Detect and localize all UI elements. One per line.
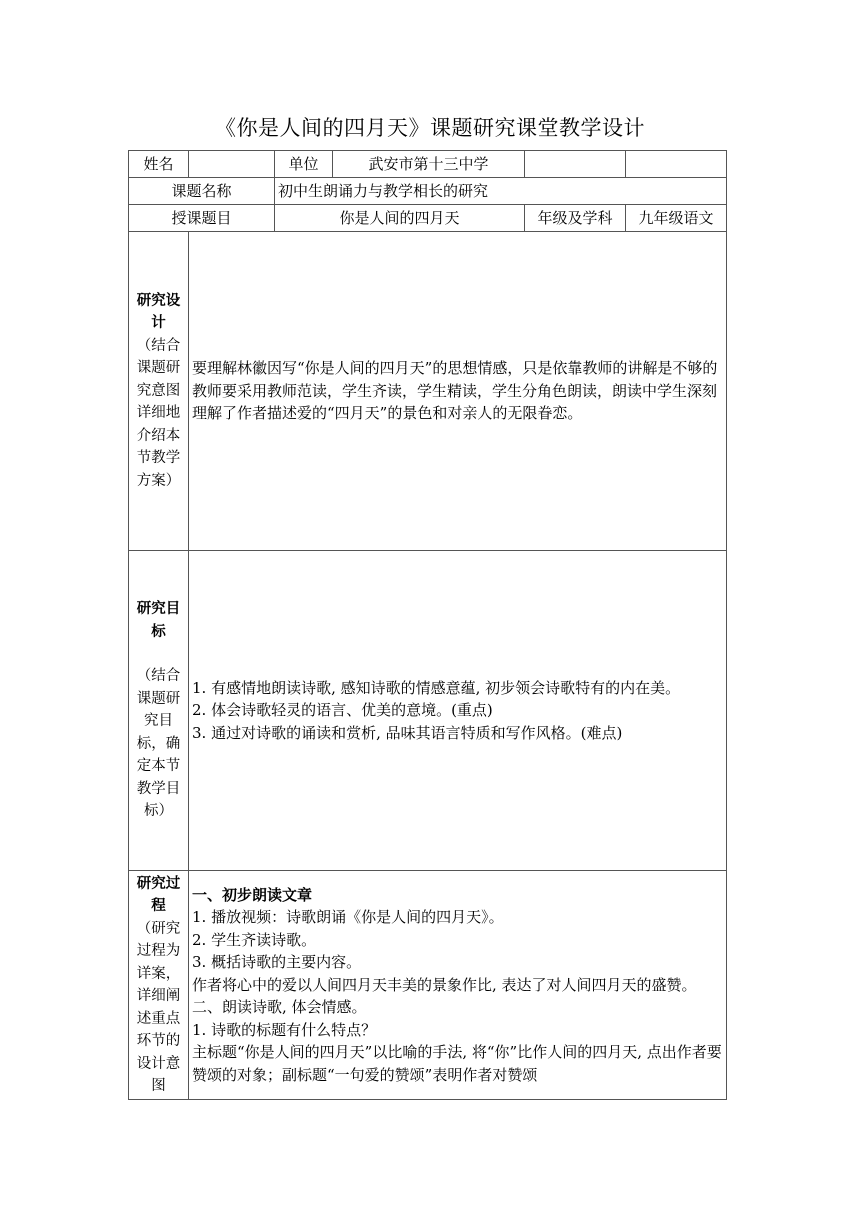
row-name-unit — [129, 151, 727, 178]
blank-cell-2 — [626, 151, 727, 178]
process-content — [189, 871, 727, 1100]
design-label-title: 研究设计 — [136, 291, 181, 332]
goals-content — [189, 551, 727, 871]
process-line: 1. 播放视频：诗歌朗诵《你是人间的四月天》。 — [192, 908, 504, 927]
process-label-note: （研究过程为详案，详细阐述重点环节的设计意图 — [136, 920, 181, 1094]
goals-label — [129, 551, 189, 871]
process-line: 3. 概括诗歌的主要内容。 — [192, 953, 362, 972]
blank-cell-1 — [525, 151, 626, 178]
process-label — [129, 871, 189, 1100]
row-topic — [129, 178, 727, 205]
row-lesson — [129, 205, 727, 232]
name-value — [189, 151, 275, 178]
document-title: 《你是人间的四月天》课题研究课堂教学设计 — [215, 116, 645, 140]
goal-item: 3. 通过对诗歌的诵读和赏析, 品味其语言特质和写作风格。(难点) — [192, 723, 623, 742]
process-line: 主标题“你是人间的四月天”以比喻的手法, 将“你”比作人间的四月天, 点出作者要赞颂的对象；副标题“一句爱的赞颂”表明作者对赞颂 — [192, 1043, 722, 1084]
topic-label: 课题名称 — [129, 178, 275, 205]
topic-value: 初中生朗诵力与教学相长的研究 — [275, 178, 727, 205]
process-line: 1. 诗歌的标题有什么特点？ — [192, 1020, 377, 1039]
row-goals — [129, 551, 727, 871]
process-label-title: 研究过程 — [136, 874, 181, 914]
design-label — [129, 232, 189, 551]
process-line: 二、朗读诗歌, 体会情感。 — [192, 998, 367, 1017]
unit-label: 单位 — [275, 151, 333, 178]
goals-label-title: 研究目标 — [136, 600, 181, 640]
process-line: 作者将心中的爱以人间四月天丰美的景象作比, 表达了对人间四月天的盛赞。 — [192, 975, 697, 994]
process-heading: 一、初步朗读文章 — [192, 885, 313, 904]
goal-item: 2. 体会诗歌轻灵的语言、优美的意境。(重点) — [192, 701, 493, 720]
design-text: 要理解林徽因写“你是人间的四月天”的思想情感，只是依靠教师的讲解是不够的教师要采用教师范读，学生齐读，学生精读，学生分角色朗读，朗读中学生深刻理解了作者描述爱的“四月天”的景色和对亲人的无限眷恋。 — [192, 359, 718, 423]
goals-label-note: （结合课题研究目标，确定本节教学目标） — [136, 668, 181, 820]
row-process — [129, 871, 727, 1100]
row-design — [129, 232, 727, 551]
lesson-value: 你是人间的四月天 — [275, 205, 525, 232]
goal-item: 1. 有感情地朗读诗歌, 感知诗歌的情感意蕴, 初步领会诗歌特有的内在美。 — [192, 678, 681, 697]
name-label: 姓名 — [129, 151, 189, 178]
unit-value: 武安市第十三中学 — [333, 151, 525, 178]
lesson-label: 授课题目 — [129, 205, 275, 232]
design-content — [189, 232, 727, 551]
grade-value: 九年级语文 — [626, 205, 727, 232]
grade-label: 年级及学科 — [525, 205, 626, 232]
design-label-note: （结合课题研究意图详细地介绍本节教学方案） — [136, 337, 181, 489]
process-line: 2. 学生齐读诗歌。 — [192, 930, 317, 949]
lesson-plan-table — [128, 150, 727, 1100]
